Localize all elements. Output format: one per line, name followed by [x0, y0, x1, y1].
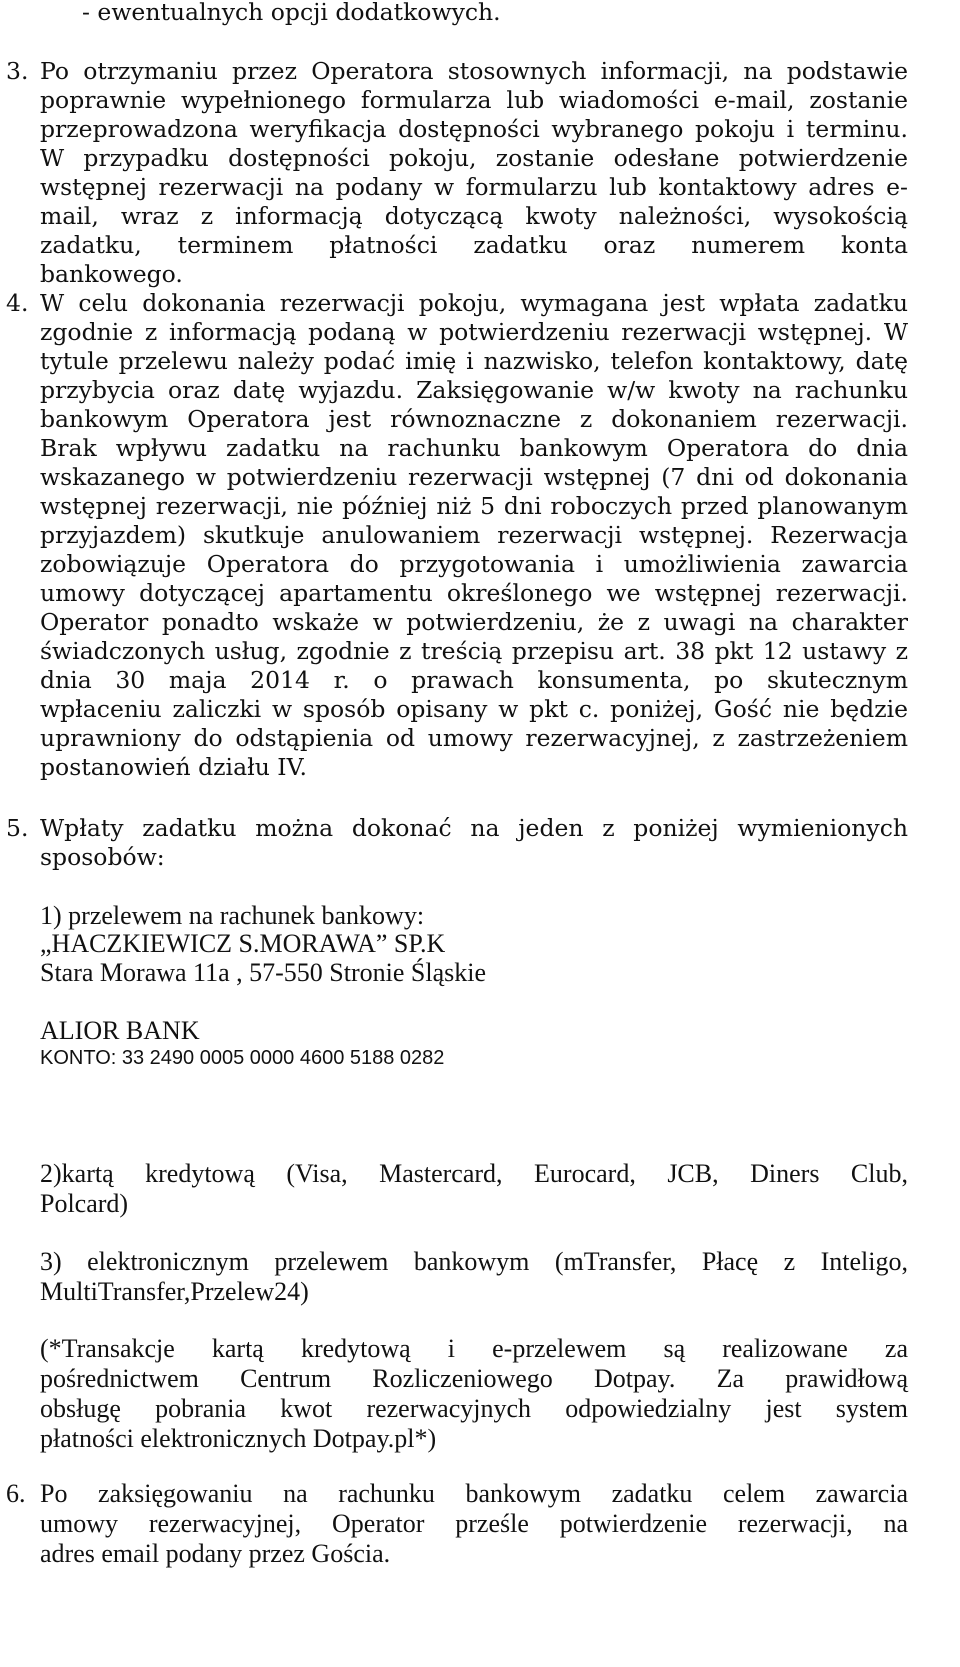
- text-line: bankowym Operatora jest równoznaczne z dokonaniem rezerwacji.: [40, 405, 908, 433]
- text-line: poprawnie wypełnionego formularza lub wiadomości e-mail, zostanie: [40, 86, 908, 114]
- text-line: umowy rezerwacyjnej, Operator prześle potwierdzenie rezerwacji, na: [40, 1509, 908, 1538]
- section-4: [6, 289, 908, 782]
- text-line: zadatku, terminem płatności zadatku oraz numerem konta: [40, 231, 908, 259]
- text-line: uprawniony do odstąpienia od umowy rezerwacyjnej, z zastrzeżeniem: [40, 724, 908, 752]
- text-line: płatności elektronicznych Dotpay.pl*): [40, 1424, 437, 1453]
- bank-name: ALIOR BANK: [40, 1016, 200, 1045]
- text-line: wstępnej rezerwacji na podany w formularzu lub kontaktowy adres e-: [40, 173, 908, 201]
- text-line: Wpłaty zadatku można dokonać na jeden z poniżej wymienionych: [40, 814, 908, 842]
- text-line: pośrednictwem Centrum Rozliczeniowego Dotpay. Za prawidłową: [40, 1364, 908, 1393]
- text-line: bankowego.: [40, 260, 183, 288]
- text-line: Po zaksięgowaniu na rachunku bankowym zadatku celem zawarcia: [40, 1479, 908, 1508]
- etransfer-payment: [40, 1247, 908, 1307]
- company-name: „HACZKIEWICZ S.MORAWA” SP.K: [40, 929, 446, 958]
- section-number: 5.: [6, 814, 29, 842]
- text-line: 2)kartą kredytową (Visa, Mastercard, Eurocard, JCB, Diners Club,: [40, 1159, 908, 1188]
- text-line: zobowiązuje Operatora do przygotowania i umożliwienia zawarcia: [40, 550, 908, 578]
- text-line: Polcard): [40, 1189, 129, 1218]
- text-line: wstępnej rezerwacji, nie później niż 5 dni roboczych przed planowanym: [40, 492, 908, 520]
- section-number: 3.: [6, 57, 29, 85]
- section-3: [6, 57, 908, 289]
- section-6: [6, 1479, 908, 1569]
- section-5: [6, 814, 908, 872]
- text-line: adres email podany przez Gościa.: [40, 1539, 391, 1568]
- text-line: sposobów:: [40, 843, 165, 871]
- text-line: świadczonych usług, zgodnie z treścią przepisu art. 38 pkt 12 ustawy z: [40, 637, 908, 665]
- account-label: KONTO:: [40, 1047, 117, 1069]
- text-line: W przypadku dostępności pokoju, zostanie odesłane potwierdzenie: [40, 144, 908, 172]
- text-line: tytule przelewu należy podać imię i nazwisko, telefon kontaktowy, datę: [40, 347, 908, 375]
- text-line: W celu dokonania rezerwacji pokoju, wymagana jest wpłata zadatku: [40, 289, 908, 317]
- card-payment: [40, 1159, 908, 1219]
- text-line: (*Transakcje kartą kredytową i e-przelewem są realizowane za: [40, 1334, 908, 1363]
- text-line: Brak wpływu zadatku na rachunku bankowym Operatora do dnia: [40, 434, 908, 462]
- text-line: dnia 30 maja 2014 r. o prawach konsumenta, po skutecznym: [40, 666, 908, 694]
- text-line: wpłaceniu zaliczki w sposób opisany w pkt c. poniżej, Gość nie będzie: [40, 695, 908, 723]
- text-line: mail, wraz z informacją dotyczącą kwoty należności, wysokością: [40, 202, 908, 230]
- section-number: 4.: [6, 289, 29, 317]
- bank-transfer-heading: 1) przelewem na rachunek bankowy:: [40, 901, 425, 930]
- dotpay-note: [40, 1334, 908, 1454]
- option-line: - ewentualnych opcji dodatkowych.: [82, 0, 501, 26]
- text-line: Po otrzymaniu przez Operatora stosownych informacji, na podstawie: [40, 57, 908, 85]
- text-line: obsługę pobrania kwot rezerwacyjnych odpowiedzialny jest system: [40, 1394, 908, 1423]
- text-line: zgodnie z informacją podaną w potwierdzeniu rezerwacji wstępnej. W: [40, 318, 908, 346]
- text-line: przyjazdem) skutkuje anulowaniem rezerwacji wstępnej. Rezerwacja: [40, 521, 908, 549]
- text-line: przeprowadzona weryfikacja dostępności wybranego pokoju i terminu.: [40, 115, 908, 143]
- section-number: 6.: [6, 1479, 26, 1508]
- account-line: [40, 1043, 444, 1073]
- account-number: 33 2490 0005 0000 4600 5188 0282: [121, 1047, 445, 1069]
- text-line: MultiTransfer,Przelew24): [40, 1277, 309, 1306]
- text-line: Operator ponadto wskaże w potwierdzeniu, że z uwagi na charakter: [40, 608, 908, 636]
- company-address: Stara Morawa 11a , 57-550 Stronie Śląskie: [40, 958, 486, 987]
- text-line: 3) elektronicznym przelewem bankowym (mTransfer, Płacę z Inteligo,: [40, 1247, 908, 1276]
- text-line: postanowień działu IV.: [40, 753, 307, 781]
- text-line: umowy dotyczącej apartamentu określonego we wstępnej rezerwacji.: [40, 579, 908, 607]
- text-line: wskazanego w potwierdzeniu rezerwacji wstępnej (7 dni od dokonania: [40, 463, 908, 491]
- text-line: przybycia oraz datę wyjazdu. Zaksięgowanie w/w kwoty na rachunku: [40, 376, 908, 404]
